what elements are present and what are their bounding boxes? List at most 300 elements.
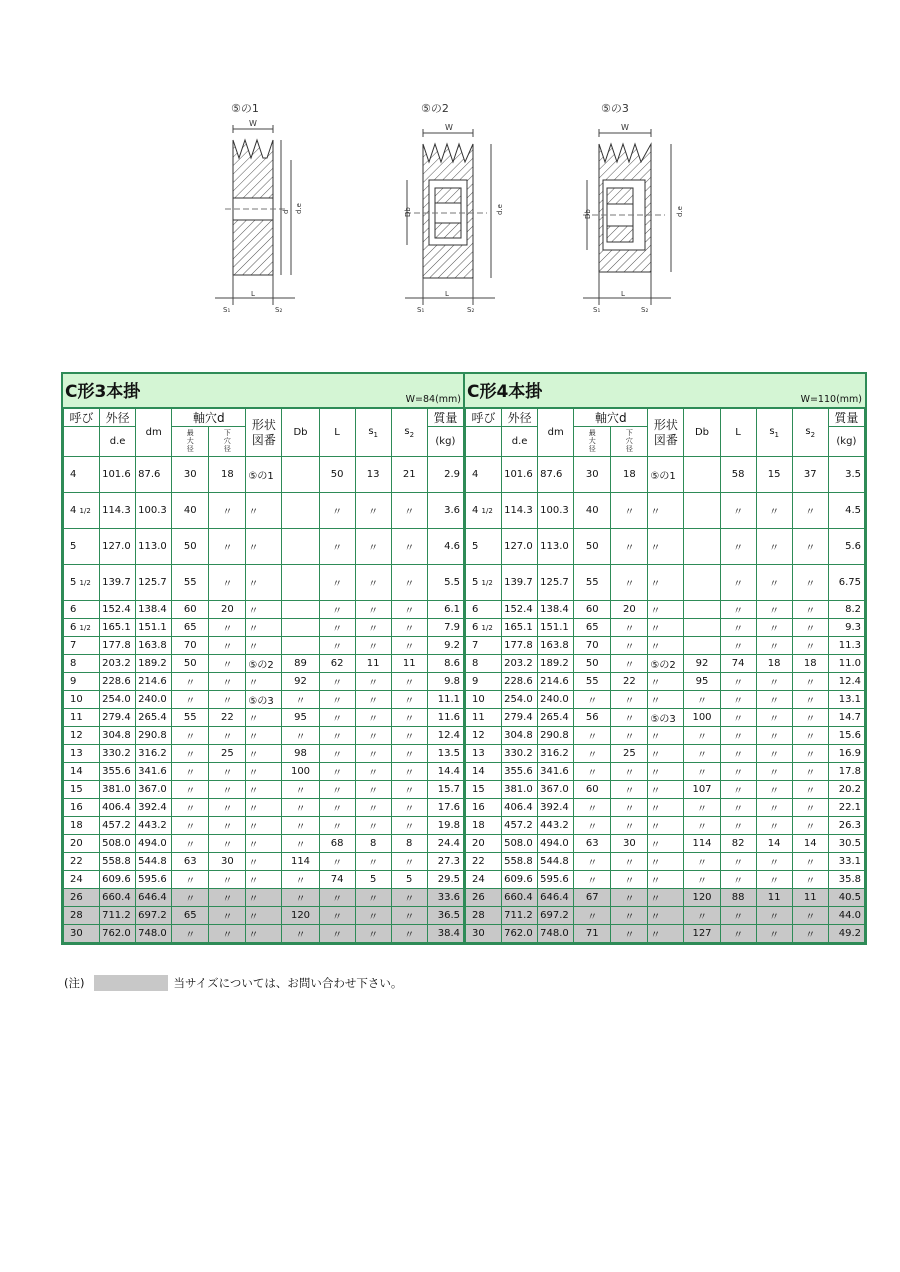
table-cell: 〃	[246, 925, 282, 943]
table-row	[466, 799, 865, 817]
table-cell: 228.6	[502, 673, 538, 691]
table-cell: 〃	[684, 763, 720, 781]
table-cell: 20	[466, 835, 502, 853]
table-cell: 〃	[319, 565, 355, 601]
gray-swatch	[94, 975, 168, 991]
table-cell: 〃	[246, 619, 282, 637]
table-cell: 〃	[648, 781, 684, 799]
table-body	[64, 457, 464, 943]
table-cell: 〃	[648, 565, 684, 601]
table-cell: 3.5	[828, 457, 864, 493]
table-cell: 〃	[792, 619, 828, 637]
table-cell: 〃	[209, 493, 246, 529]
table-cell: 〃	[611, 889, 648, 907]
header-kg: (kg)	[427, 427, 463, 457]
table-cell: 〃	[391, 601, 427, 619]
table-cell: 595.6	[538, 871, 574, 889]
table-cell: 〃	[319, 673, 355, 691]
table-cell: 13.1	[828, 691, 864, 709]
table-row	[64, 817, 464, 835]
table-cell: 29.5	[427, 871, 463, 889]
table-cell: 304.8	[100, 727, 136, 745]
table-cell: 406.4	[502, 799, 538, 817]
table-cell: 〃	[720, 637, 756, 655]
table-cell: 〃	[684, 817, 720, 835]
table-cell: 〃	[172, 673, 209, 691]
table-cell: 18	[611, 457, 648, 493]
dim-de: d.e	[295, 203, 303, 214]
table-cell: 151.1	[136, 619, 172, 637]
table-cell: 〃	[319, 619, 355, 637]
table-cell: 〃	[648, 799, 684, 817]
table-cell: 〃	[246, 727, 282, 745]
table-cell: 74	[319, 871, 355, 889]
table-cell: 〃	[319, 691, 355, 709]
table-cell: 〃	[574, 871, 611, 889]
table-cell: 〃	[720, 601, 756, 619]
table-cell	[684, 601, 720, 619]
table-row	[466, 457, 865, 493]
table-cell: 120	[684, 889, 720, 907]
table-row	[64, 457, 464, 493]
table-cell: 11	[756, 889, 792, 907]
table-cell: 〃	[756, 619, 792, 637]
table-cell	[684, 619, 720, 637]
table-cell: 127	[684, 925, 720, 943]
table-panel-c3	[61, 372, 466, 945]
table-cell: 646.4	[538, 889, 574, 907]
table-cell: 22	[64, 853, 100, 871]
dim-w: W	[621, 123, 629, 132]
table-cell: 〃	[574, 907, 611, 925]
table-row	[64, 727, 464, 745]
dim-s1: S₁	[223, 306, 231, 314]
table-cell: 355.6	[502, 763, 538, 781]
table-row	[64, 601, 464, 619]
table-cell: 〃	[391, 745, 427, 763]
table-cell: 〃	[611, 727, 648, 745]
dim-s1: S₁	[593, 306, 601, 314]
table-cell: 〃	[246, 799, 282, 817]
header-yobi-blank	[466, 427, 502, 457]
table-cell: 139.7	[100, 565, 136, 601]
table-cell: 〃	[756, 709, 792, 727]
table-cell: ⑤の2	[648, 655, 684, 673]
table-cell: 〃	[355, 745, 391, 763]
table-cell: 392.4	[538, 799, 574, 817]
table-cell: 〃	[319, 925, 355, 943]
table-cell: 92	[684, 655, 720, 673]
table-cell: 15	[756, 457, 792, 493]
table-cell: 〃	[574, 691, 611, 709]
table-cell: 〃	[756, 781, 792, 799]
header-min	[611, 427, 648, 457]
table-cell: 〃	[391, 781, 427, 799]
header-yobi-blank	[64, 427, 100, 457]
table-row	[64, 709, 464, 727]
table-cell: 〃	[355, 853, 391, 871]
table-cell: 〃	[792, 691, 828, 709]
table-cell: 14	[756, 835, 792, 853]
table-cell: 〃	[246, 493, 282, 529]
table-cell: 〃	[648, 925, 684, 943]
table-cell	[282, 619, 319, 637]
table-cell: 82	[720, 835, 756, 853]
header-de: d.e	[100, 427, 136, 457]
table-cell: 30.5	[828, 835, 864, 853]
table-cell: 8	[355, 835, 391, 853]
table-cell: 〃	[209, 727, 246, 745]
table-cell: 〃	[720, 871, 756, 889]
table-cell: ⑤の3	[648, 709, 684, 727]
table-cell: 127.0	[502, 529, 538, 565]
table-cell: 203.2	[502, 655, 538, 673]
dim-s2: S₂	[467, 306, 475, 314]
table-cell: 15.7	[427, 781, 463, 799]
table-cell: 228.6	[100, 673, 136, 691]
table-cell: 4	[64, 457, 100, 493]
table-panel-c4	[463, 372, 867, 945]
header-db: Db	[684, 409, 720, 457]
table-cell: 392.4	[136, 799, 172, 817]
table-cell: 〃	[684, 799, 720, 817]
table-cell: 〃	[391, 529, 427, 565]
header-yobi: 呼び	[466, 409, 502, 427]
table-cell: 18	[792, 655, 828, 673]
table-cell: ⑤の1	[648, 457, 684, 493]
table-cell: 〃	[792, 637, 828, 655]
table-cell: 12	[64, 727, 100, 745]
table-row	[466, 781, 865, 799]
dim-db: Db	[404, 207, 412, 217]
table-cell: 〃	[648, 727, 684, 745]
table-cell: 〃	[792, 763, 828, 781]
table-cell: 〃	[172, 763, 209, 781]
table-cell: 36.5	[427, 907, 463, 925]
table-cell: 〃	[209, 781, 246, 799]
table-cell: 406.4	[100, 799, 136, 817]
dim-s2: S₂	[275, 306, 283, 314]
table-row	[466, 853, 865, 871]
table-cell: 9.8	[427, 673, 463, 691]
table-cell: 〃	[391, 763, 427, 781]
table-cell: 〃	[355, 529, 391, 565]
table-cell: 〃	[648, 745, 684, 763]
table-cell	[282, 601, 319, 619]
table-cell: 16	[64, 799, 100, 817]
header-l: L	[720, 409, 756, 457]
table-cell: 68	[319, 835, 355, 853]
table-cell: 〃	[611, 925, 648, 943]
table-cell: 〃	[611, 781, 648, 799]
table-cell: 〃	[172, 781, 209, 799]
table-cell: 65	[574, 619, 611, 637]
table-cell: 595.6	[136, 871, 172, 889]
table-cell: 〃	[319, 889, 355, 907]
table-cell: 〃	[756, 601, 792, 619]
table-cell: 〃	[355, 925, 391, 943]
table-cell: 14.4	[427, 763, 463, 781]
table-cell: 457.2	[502, 817, 538, 835]
table-cell: 8	[391, 835, 427, 853]
table-cell: 〃	[756, 763, 792, 781]
table-cell: 67	[574, 889, 611, 907]
table-cell: 265.4	[136, 709, 172, 727]
table-cell: 30	[574, 457, 611, 493]
table-cell: 50	[172, 655, 209, 673]
table-cell: 〃	[720, 817, 756, 835]
table-cell: 〃	[648, 619, 684, 637]
table-cell: 120	[282, 907, 319, 925]
table-cell: 〃	[792, 709, 828, 727]
table-cell: 4	[466, 457, 502, 493]
table-cell: 5	[355, 871, 391, 889]
table-cell	[282, 457, 319, 493]
table-cell: 〃	[209, 925, 246, 943]
table-cell: 6	[64, 601, 100, 619]
table-cell: 〃	[720, 799, 756, 817]
table-cell: 〃	[246, 637, 282, 655]
table-cell: 〃	[172, 799, 209, 817]
table-cell: 〃	[355, 763, 391, 781]
table-cell: 558.8	[100, 853, 136, 871]
table-row	[64, 781, 464, 799]
table-cell: 〃	[319, 601, 355, 619]
table-cell: 〃	[574, 727, 611, 745]
table-cell: 240.0	[136, 691, 172, 709]
table-cell: 〃	[792, 817, 828, 835]
pulley-section-icon	[575, 100, 705, 325]
note-text: 当サイズについては、お問い合わせ下さい。	[173, 976, 403, 990]
table-cell: 13.5	[427, 745, 463, 763]
table-cell: 330.2	[502, 745, 538, 763]
table-cell: 〃	[792, 727, 828, 745]
table-cell: 〃	[209, 691, 246, 709]
table-cell: 11.1	[427, 691, 463, 709]
table-cell: 609.6	[100, 871, 136, 889]
table-cell: 〃	[648, 493, 684, 529]
table-cell: 113.0	[136, 529, 172, 565]
table-cell	[684, 565, 720, 601]
table-cell: 2.9	[427, 457, 463, 493]
table-cell: 〃	[209, 889, 246, 907]
table-cell: 9	[64, 673, 100, 691]
header-max	[172, 427, 209, 457]
panel-header	[465, 374, 865, 408]
spec-table	[63, 408, 464, 943]
table-cell: 〃	[720, 763, 756, 781]
table-cell: 114	[282, 853, 319, 871]
table-cell: 〃	[574, 817, 611, 835]
table-cell: 558.8	[502, 853, 538, 871]
table-cell: 〃	[756, 817, 792, 835]
header-db: Db	[282, 409, 319, 457]
table-cell: 40	[574, 493, 611, 529]
table-cell: 〃	[611, 799, 648, 817]
header-jikuana: 軸穴d	[172, 409, 246, 427]
table-cell: 〃	[391, 853, 427, 871]
table-cell: 101.6	[502, 457, 538, 493]
table-cell: 〃	[391, 637, 427, 655]
table-cell: 138.4	[538, 601, 574, 619]
table-cell: 12	[466, 727, 502, 745]
table-cell: 316.2	[538, 745, 574, 763]
table-cell: 50	[574, 655, 611, 673]
table-cell: 〃	[792, 925, 828, 943]
table-row	[466, 871, 865, 889]
table-row	[64, 907, 464, 925]
header-shitsuryo: 質量	[427, 409, 463, 427]
header-keijo: 形状図番	[648, 409, 684, 457]
table-row	[64, 673, 464, 691]
table-cell: 13	[355, 457, 391, 493]
drawing-type-5-2	[395, 100, 525, 325]
table-cell: 711.2	[502, 907, 538, 925]
table-cell: 163.8	[538, 637, 574, 655]
table-cell: 15	[466, 781, 502, 799]
table-cell: 9.3	[828, 619, 864, 637]
table-cell: 〃	[209, 907, 246, 925]
table-cell: 11.6	[427, 709, 463, 727]
header-s1	[355, 409, 391, 457]
table-cell: 〃	[319, 799, 355, 817]
table-cell: 〃	[611, 565, 648, 601]
max-label: 最大径	[186, 429, 194, 453]
table-cell: 〃	[391, 691, 427, 709]
table-cell: 33.1	[828, 853, 864, 871]
table-cell: ⑤の3	[246, 691, 282, 709]
table-cell: 〃	[355, 691, 391, 709]
s1-base: s	[368, 426, 374, 437]
table-cell: 177.8	[502, 637, 538, 655]
table-cell: 〃	[648, 763, 684, 781]
table-cell: 8	[64, 655, 100, 673]
table-cell	[684, 493, 720, 529]
table-cell: 〃	[574, 763, 611, 781]
table-row	[466, 925, 865, 943]
table-cell: 30	[611, 835, 648, 853]
table-cell: 14	[466, 763, 502, 781]
drawing-label: ⑤の2	[421, 102, 449, 115]
table-cell: 127.0	[100, 529, 136, 565]
table-cell: 〃	[756, 727, 792, 745]
table-cell: 〃	[648, 907, 684, 925]
table-row	[466, 727, 865, 745]
table-cell: 〃	[756, 925, 792, 943]
table-cell: 〃	[355, 493, 391, 529]
table-cell: 〃	[246, 763, 282, 781]
table-cell: 254.0	[502, 691, 538, 709]
table-cell: 〃	[246, 709, 282, 727]
drawing-type-5-3	[575, 100, 705, 325]
table-cell: 〃	[756, 493, 792, 529]
table-cell: 〃	[720, 691, 756, 709]
table-cell: 〃	[355, 781, 391, 799]
table-cell: 〃	[355, 601, 391, 619]
table-cell: 92	[282, 673, 319, 691]
table-cell: 〃	[648, 673, 684, 691]
table-row	[64, 637, 464, 655]
table-cell: 〃	[282, 889, 319, 907]
s2-sub: 2	[409, 431, 415, 439]
table-cell: 〃	[319, 853, 355, 871]
table-cell: 〃	[355, 637, 391, 655]
table-cell: 240.0	[538, 691, 574, 709]
table-cell: 443.2	[136, 817, 172, 835]
table-cell: 〃	[391, 619, 427, 637]
table-cell: 17.8	[828, 763, 864, 781]
table-cell: 11	[64, 709, 100, 727]
table-cell: 〃	[391, 673, 427, 691]
table-cell: 〃	[209, 655, 246, 673]
table-cell: 748.0	[538, 925, 574, 943]
table-cell: 6 1/2	[466, 619, 502, 637]
table-cell: 30	[466, 925, 502, 943]
table-cell: 〃	[574, 853, 611, 871]
table-cell: 100	[282, 763, 319, 781]
table-cell: 〃	[172, 889, 209, 907]
table-cell: 〃	[246, 817, 282, 835]
table-cell: 13	[64, 745, 100, 763]
header-s2	[792, 409, 828, 457]
table-cell: 55	[172, 565, 209, 601]
table-cell: 14.7	[828, 709, 864, 727]
table-cell: 660.4	[100, 889, 136, 907]
table-cell: 20.2	[828, 781, 864, 799]
table-cell: 〃	[720, 493, 756, 529]
table-row	[64, 871, 464, 889]
table-cell: 49.2	[828, 925, 864, 943]
header-jikuana: 軸穴d	[574, 409, 648, 427]
table-cell: 〃	[355, 673, 391, 691]
table-cell: 11	[355, 655, 391, 673]
table-cell: 56	[574, 709, 611, 727]
table-cell: 〃	[209, 763, 246, 781]
table-cell: 17.6	[427, 799, 463, 817]
dim-de: d.e	[676, 206, 684, 217]
table-cell: 50	[172, 529, 209, 565]
table-cell: 〃	[246, 781, 282, 799]
table-cell: 4.5	[828, 493, 864, 529]
pulley-drawings	[0, 100, 900, 330]
table-cell: 〃	[720, 781, 756, 799]
table-cell: 125.7	[538, 565, 574, 601]
header-gaikei: 外径	[100, 409, 136, 427]
header-yobi: 呼び	[64, 409, 100, 427]
table-cell: 265.4	[538, 709, 574, 727]
table-cell: 11	[792, 889, 828, 907]
table-cell: 〃	[792, 907, 828, 925]
table-cell: 13	[466, 745, 502, 763]
table-cell: 98	[282, 745, 319, 763]
header-dm: dm	[538, 409, 574, 457]
table-cell: 114	[684, 835, 720, 853]
table-cell: 22.1	[828, 799, 864, 817]
table-row	[466, 709, 865, 727]
table-cell: 26	[466, 889, 502, 907]
table-cell: 18	[756, 655, 792, 673]
table-row	[466, 493, 865, 529]
table-cell: 330.2	[100, 745, 136, 763]
table-cell: 254.0	[100, 691, 136, 709]
table-cell: 9.2	[427, 637, 463, 655]
table-cell: 6.1	[427, 601, 463, 619]
table-cell: 3.6	[427, 493, 463, 529]
panel-unit: W=110(mm)	[800, 394, 862, 405]
table-cell: 〃	[246, 565, 282, 601]
table-cell: 55	[172, 709, 209, 727]
table-row	[64, 619, 464, 637]
